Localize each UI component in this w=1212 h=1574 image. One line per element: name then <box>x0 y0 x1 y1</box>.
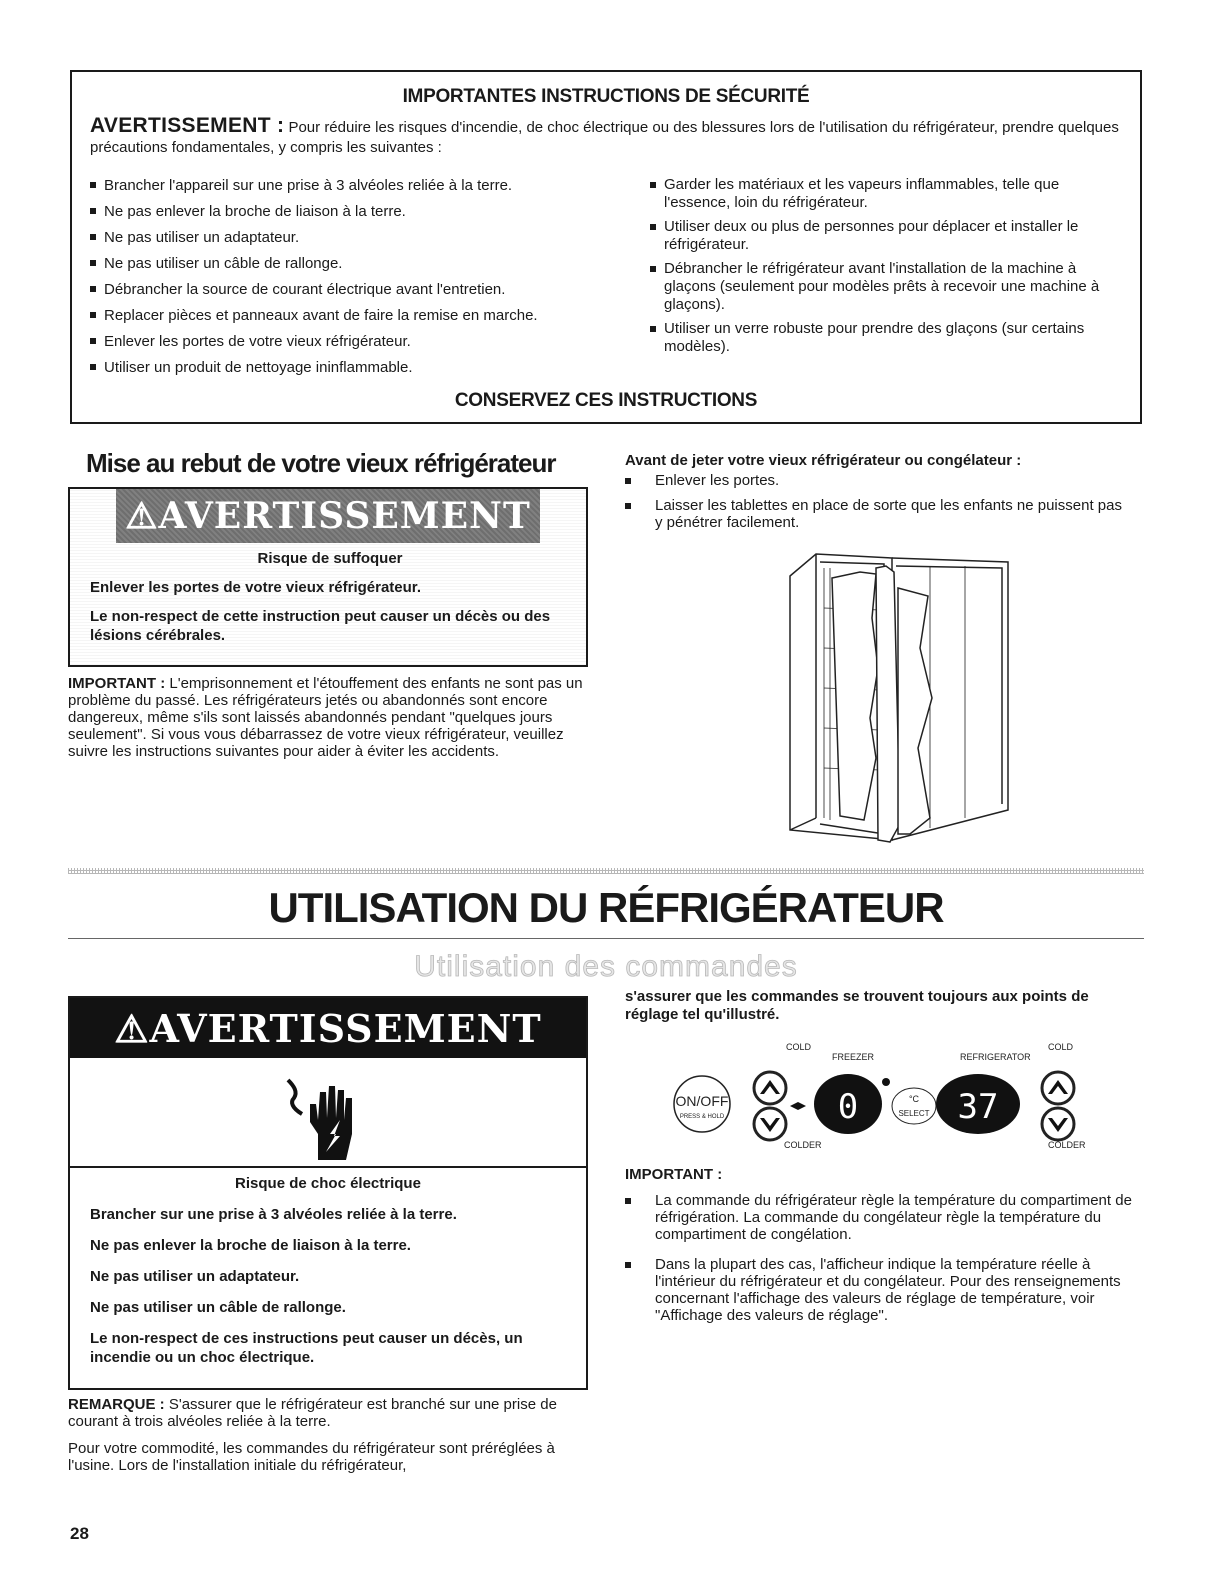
refrigerator-display <box>936 1074 1020 1134</box>
warning-body: Pour réduire les risques d'incendie, de choc électrique ou des blessures lors de l'utilisation du réfrigérateur, prendre quelques précautions fondamentales, y compris les suivantes : <box>90 119 1119 156</box>
remarque-label: REMARQUE : <box>68 1396 165 1413</box>
list-item: Ne pas enlever la broche de liaison à la terre. <box>90 202 650 221</box>
before-disposal-heading: Avant de jeter votre vieux réfrigérateur ou congélateur : <box>625 452 1022 469</box>
refrigerator-up-button[interactable] <box>1042 1072 1074 1104</box>
freezer-down-button[interactable] <box>754 1108 786 1140</box>
unit-select-button[interactable] <box>892 1088 936 1124</box>
important-heading: IMPORTANT : <box>625 1166 723 1183</box>
list-item: Utiliser un verre robuste pour prendre des glaçons (sur certains modèles). <box>650 320 1120 356</box>
list-item: Replacer pièces et panneaux avant de faire la remise en marche. <box>90 306 650 325</box>
risk-label: Risque de choc électrique <box>235 1175 421 1192</box>
warning-line: Le non-respect de ces instructions peut causer un décès, un incendie ou un choc électrique. <box>90 1330 523 1366</box>
warning-line: Ne pas utiliser un câble de rallonge. <box>90 1299 346 1316</box>
list-item: Utiliser deux ou plus de personnes pour déplacer et installer le réfrigérateur. <box>650 218 1120 254</box>
warning-divider <box>70 1166 586 1168</box>
page-title: UTILISATION DU RÉFRIGÉRATEUR <box>268 884 944 931</box>
safety-list-left <box>90 176 650 384</box>
list-item: Enlever les portes de votre vieux réfrigérateur. <box>90 332 650 351</box>
warning-label: AVERTISSEMENT : <box>90 114 285 137</box>
list-item: Enlever les portes. <box>625 472 1125 489</box>
list-item: Dans la plupart des cas, l'afficheur indique la température réelle à l'intérieur du réfrigérateur et du congélateur. Pour des renseignements concernant l'affichage des valeurs de réglage de température, voir "Affichage des valeurs de réglage". <box>625 1256 1140 1324</box>
select-label: SELECT <box>898 1109 930 1118</box>
controls-instruction: s'assurer que les commandes se trouvent toujours aux points de réglage tel qu'illustré. <box>625 988 1089 1023</box>
warning-line: Ne pas enlever la broche de liaison à la terre. <box>90 1237 411 1254</box>
warning-line: Le non-respect de cette instruction peut causer un décès ou des lésions cérébrales. <box>90 608 551 644</box>
list-item: La commande du réfrigérateur règle la température du compartiment de réfrigération. La commande du congélateur règle la température du compartiment de congélation. <box>625 1192 1140 1243</box>
suffocation-warning-box <box>68 487 588 667</box>
electric-shock-hand-icon <box>280 1072 380 1160</box>
warning-body <box>90 549 570 655</box>
remarque-paragraph <box>68 1396 588 1430</box>
list-item: Laisser les tablettes en place de sorte que les enfants ne puissent pas y pénétrer facilement. <box>625 497 1125 531</box>
important-list <box>625 1192 1140 1337</box>
list-item: Ne pas utiliser un câble de rallonge. <box>90 254 650 273</box>
electrical-warning-box <box>68 996 588 1390</box>
warning-line: Brancher sur une prise à 3 alvéoles reliée à la terre. <box>90 1206 457 1223</box>
safety-footer: CONSERVEZ CES INSTRUCTIONS <box>454 390 758 411</box>
safety-instructions-box <box>70 70 1142 424</box>
list-item: Débrancher la source de courant électrique avant l'entretien. <box>90 280 650 299</box>
list-item: Brancher l'appareil sur une prise à 3 alvéoles reliée à la terre. <box>90 176 650 195</box>
freezer-up-button[interactable] <box>754 1072 786 1104</box>
fridge-doors-removed-illustration <box>780 548 1020 848</box>
before-disposal-list <box>625 472 1125 539</box>
freezer-display-value: 0 <box>837 1087 859 1127</box>
section-subtitle: Utilisation des commandes <box>414 950 798 983</box>
section-divider <box>68 868 1144 874</box>
disposal-heading: Mise au rebut de votre vieux réfrigérateur <box>86 448 556 478</box>
important-text: L'emprisonnement et l'étouffement des enfants ne sont pas un problème du passé. Les réfrigérateurs jetés ou abandonnés sont encore dangereux, même s'ils sont laissés abandonnés pendant "quelques jours seulement". Si vous vous débarrassez de votre vieux réfrigérateur, veuillez suivre les instructions suivantes pour aider à éviter les accidents. <box>68 675 583 760</box>
title-rule <box>68 938 1144 939</box>
list-item: Ne pas utiliser un adaptateur. <box>90 228 650 247</box>
on-off-button[interactable] <box>674 1076 730 1132</box>
warning-banner: ⚠AVERTISSEMENT <box>116 489 540 543</box>
freezer-label: FREEZER <box>832 1052 875 1062</box>
on-off-label: ON/OFF <box>675 1093 729 1109</box>
list-item: Utiliser un produit de nettoyage ininflammable. <box>90 358 650 377</box>
safety-title: IMPORTANTES INSTRUCTIONS DE SÉCURITÉ <box>402 86 810 107</box>
remarque-text: S'assurer que le réfrigérateur est branché sur une prise de courant à trois alvéoles reliée à la terre. <box>68 1396 557 1430</box>
cold-label-right: COLD <box>1048 1042 1074 1052</box>
page-number: 28 <box>70 1524 89 1543</box>
risk-label: Risque de suffoquer <box>257 550 403 567</box>
refrigerator-label: REFRIGERATOR <box>960 1052 1031 1062</box>
list-item: Débrancher le réfrigérateur avant l'installation de la machine à glaçons (seulement pour modèles prêts à recevoir une machine à glaçons). <box>650 260 1120 314</box>
cold-label-left: COLD <box>786 1042 812 1052</box>
refrigerator-down-button[interactable] <box>1042 1108 1074 1140</box>
commodite-paragraph: Pour votre commodité, les commandes du réfrigérateur sont préréglées à l'usine. Lors de l'installation initiale du réfrigérateur, <box>68 1440 555 1474</box>
unit-label: °C <box>908 1094 920 1104</box>
control-panel-illustration <box>668 1040 1108 1158</box>
warning-banner: ⚠AVERTISSEMENT <box>70 998 586 1058</box>
disposal-important-paragraph <box>68 675 588 760</box>
warning-line: Ne pas utiliser un adaptateur. <box>90 1268 300 1285</box>
colder-label-left: COLDER <box>784 1140 822 1150</box>
list-item: Garder les matériaux et les vapeurs inflammables, telle que l'essence, loin du réfrigérateur. <box>650 176 1120 212</box>
safety-warning-text <box>90 116 1120 158</box>
refrigerator-display-value: 37 <box>957 1087 999 1127</box>
colder-label-right: COLDER <box>1048 1140 1086 1150</box>
warning-line: Enlever les portes de votre vieux réfrigérateur. <box>90 579 421 596</box>
press-hold-label: PRESS & HOLD <box>679 1114 725 1120</box>
freezer-display <box>814 1074 882 1134</box>
warning-body <box>90 1174 566 1379</box>
important-label: IMPORTANT : <box>68 675 166 692</box>
safety-list-right <box>650 176 1120 362</box>
